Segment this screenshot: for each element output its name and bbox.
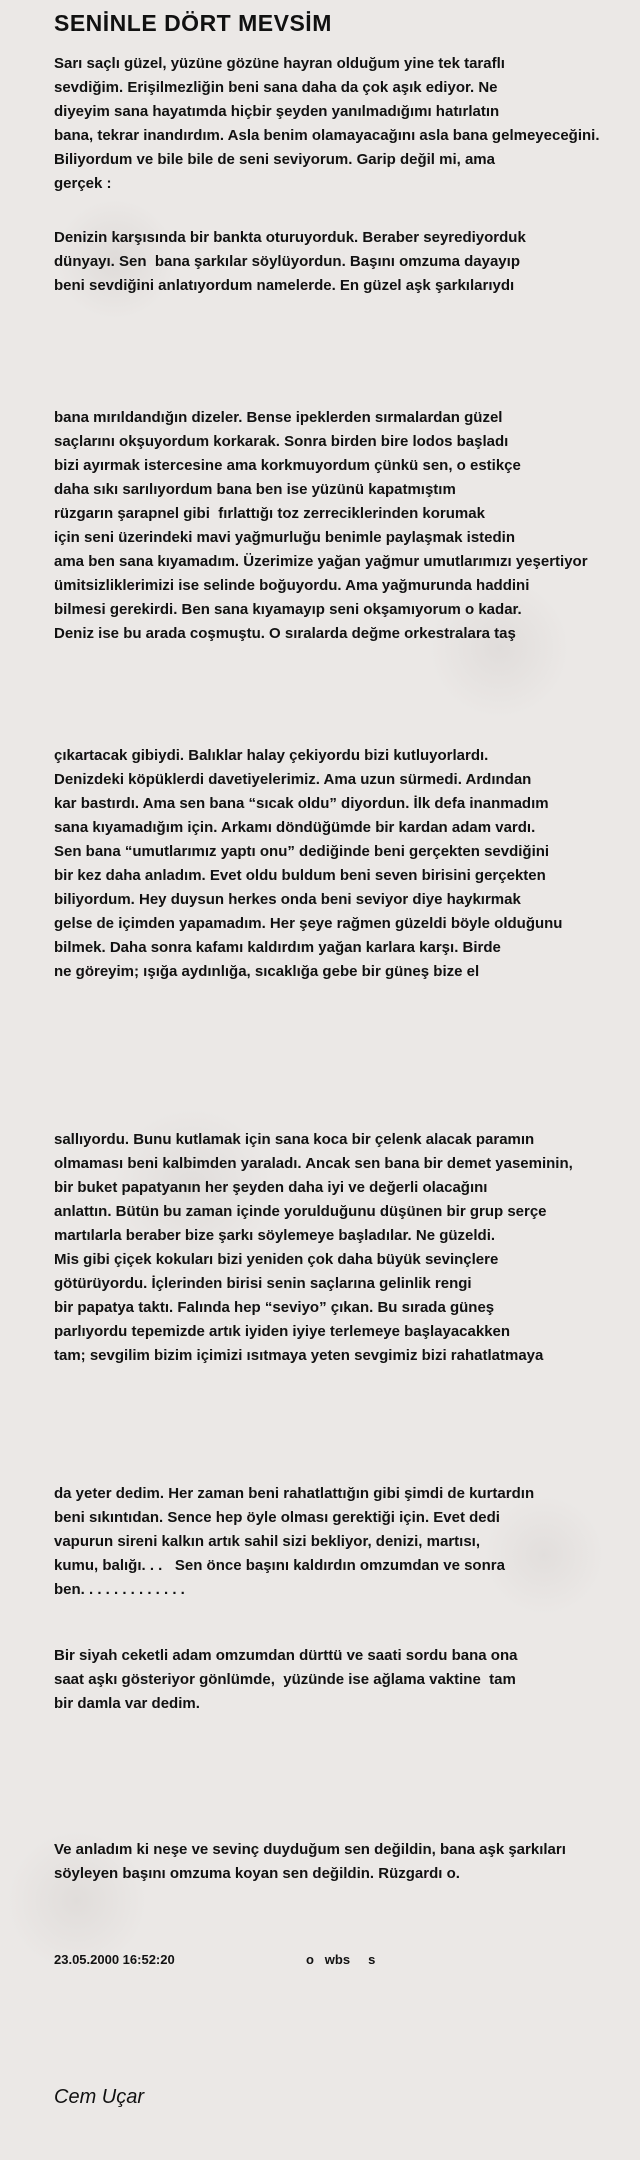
text-line: Sarı saçlı güzel, yüzüne gözüne hayran olduğum yine tek taraflı <box>54 55 505 72</box>
text-line: beni sevdiğini anlatıyordum namelerde. En güzel aşk şarkılarıydı <box>54 277 515 294</box>
paragraph <box>54 406 640 646</box>
text-line: tam; sevgilim bizim içimizi ısıtmaya yeten sevgimiz bizi rahatlatmaya <box>54 1347 544 1364</box>
text-line: için seni üzerindeki mavi yağmurluğu benimle paylaşmak istedin <box>54 529 515 546</box>
paragraph <box>54 1482 640 1602</box>
text-line: Bir siyah ceketli adam omzumdan dürttü ve saati sordu bana ona <box>54 1647 518 1664</box>
text-line: Denizin karşısında bir bankta oturuyorduk. Beraber seyrediyorduk <box>54 229 526 246</box>
text-line: martılarla beraber bize şarkı söylemeye başladılar. Ne güzeldi. <box>54 1227 496 1244</box>
timestamp: 23.05.2000 16:52:20 <box>54 1952 175 1967</box>
paragraph <box>54 52 640 196</box>
text-line: Deniz ise bu arada coşmuştu. O sıralarda değme orkestralara taş <box>54 625 516 642</box>
text-line: parlıyordu tepemizde artık iyiden iyiye terlemeye başlayacakken <box>54 1323 511 1340</box>
text-line: Sen bana “umutlarımız yaptı onu” dediğinde beni gerçekten sevdiğini <box>54 843 550 860</box>
text-line: sana kıyamadığım için. Arkamı döndüğümde bir kardan adam vardı. <box>54 819 536 836</box>
text-line: ümitsizliklerimizi ise selinde boğuyordu. Ama yağmurunda haddini <box>54 577 530 594</box>
text-line: Ve anladım ki neşe ve sevinç duyduğum sen değildin, bana aşk şarkıları <box>54 1841 566 1858</box>
text-line: saçlarını okşuyordum korkarak. Sonra birden bire lodos başladı <box>54 433 509 450</box>
text-line: rüzgarın şarapnel gibi fırlattığı toz zerreciklerinden korumak <box>54 505 485 522</box>
text-line: diyeyim sana hayatımda hiçbir şeyden yanılmadığımı hatırlatın <box>54 103 500 120</box>
paragraph <box>54 744 640 984</box>
text-line: gerçek : <box>54 175 112 192</box>
text-line: söyleyen başını omzuma koyan sen değildin. Rüzgardı o. <box>54 1865 460 1882</box>
text-line: beni sıkıntıdan. Sence hep öyle olması gerektiği için. Evet dedi <box>54 1509 500 1526</box>
text-line: ben. . . . . . . . . . . . . <box>54 1581 185 1598</box>
text-line: da yeter dedim. Her zaman beni rahatlattığın gibi şimdi de kurtardın <box>54 1485 535 1502</box>
text-line: saat aşkı gösteriyor gönlümde, yüzünde ise ağlama vaktine tam <box>54 1671 516 1688</box>
paragraph <box>54 1128 640 1368</box>
text-line: sallıyordu. Bunu kutlamak için sana koca bir çelenk alacak paramın <box>54 1131 535 1148</box>
text-line: bilmek. Daha sonra kafamı kaldırdım yağan karlara karşı. Birde <box>54 939 501 956</box>
text-line: ne göreyim; ışığa aydınlığa, sıcaklığa gebe bir güneş bize el <box>54 963 480 980</box>
text-line: götürüyordu. İçlerinden birisi senin saçlarına gelinlik rengi <box>54 1275 472 1292</box>
text-line: kar bastırdı. Ama sen bana “sıcak oldu” diyordun. İlk defa inanmadım <box>54 795 549 812</box>
text-line: bilmesi gerekirdi. Ben sana kıyamayıp seni okşamıyorum o kadar. <box>54 601 522 618</box>
text-line: Biliyordum ve bile bile de seni seviyorum. Garip değil mi, ama <box>54 151 495 168</box>
text-line: Denizdeki köpüklerdi davetiyelerimiz. Ama uzun sürmedi. Ardından <box>54 771 532 788</box>
text-line: anlattın. Bütün bu zaman içinde yorulduğunu düşünen bir grup serçe <box>54 1203 547 1220</box>
text-line: ama ben sana kıyamadım. Üzerimize yağan yağmur umutlarımızı yeşertiyor <box>54 553 588 570</box>
text-line: kumu, balığı. . . Sen önce başını kaldırdın omzumdan ve sonra <box>54 1557 505 1574</box>
text-line: Mis gibi çiçek kokuları bizi yeniden çok daha büyük sevinçlere <box>54 1251 499 1268</box>
paragraph <box>54 1644 640 1716</box>
text-line: vapurun sireni kalkın artık sahil sizi bekliyor, denizi, martısı, <box>54 1533 480 1550</box>
text-line: gelse de içimden yapamadım. Her şeye rağmen güzeldi böyle olduğunu <box>54 915 563 932</box>
text-line: bir damla var dedim. <box>54 1695 200 1712</box>
paragraph <box>54 1838 640 1886</box>
text-line: sevdiğim. Erişilmezliğin beni sana daha da çok aşık ediyor. Ne <box>54 79 498 96</box>
text-line: olmaması beni kalbimden yaraladı. Ancak sen bana bir demet yaseminin, <box>54 1155 573 1172</box>
text-line: bizi ayırmak istercesine ama korkmuyordum çünkü sen, o estikçe <box>54 457 521 474</box>
author-signature: Cem Uçar <box>54 2086 145 2108</box>
text-line: dünyayı. Sen bana şarkılar söylüyordun. Başını omzuma dayayıp <box>54 253 520 270</box>
text-line: daha sıkı sarılıyordum bana ben ise yüzünü kapatmıştım <box>54 481 456 498</box>
text-line: bana mırıldandığın dizeler. Bense ipeklerden sırmalardan güzel <box>54 409 503 426</box>
text-line: çıkartacak gibiydi. Balıklar halay çekiyordu bizi kutluyorlardı. <box>54 747 489 764</box>
footer-tags: o wbs s <box>306 1952 376 1967</box>
paragraph <box>54 226 640 298</box>
text-line: biliyordum. Hey duysun herkes onda beni seviyor diye haykırmak <box>54 891 521 908</box>
text-line: bana, tekrar inandırdım. Asla benim olamayacağını asla bana gelmeyeceğini. <box>54 127 600 144</box>
text-line: bir buket papatyanın her şeyden daha iyi ve değerli olacağını <box>54 1179 488 1196</box>
text-line: bir kez daha anladım. Evet oldu buldum beni seven birisini gerçekten <box>54 867 546 884</box>
text-line: bir papatya taktı. Falında hep “seviyo” çıkan. Bu sırada güneş <box>54 1299 495 1316</box>
page-title: SENİNLE DÖRT MEVSİM <box>54 10 332 36</box>
